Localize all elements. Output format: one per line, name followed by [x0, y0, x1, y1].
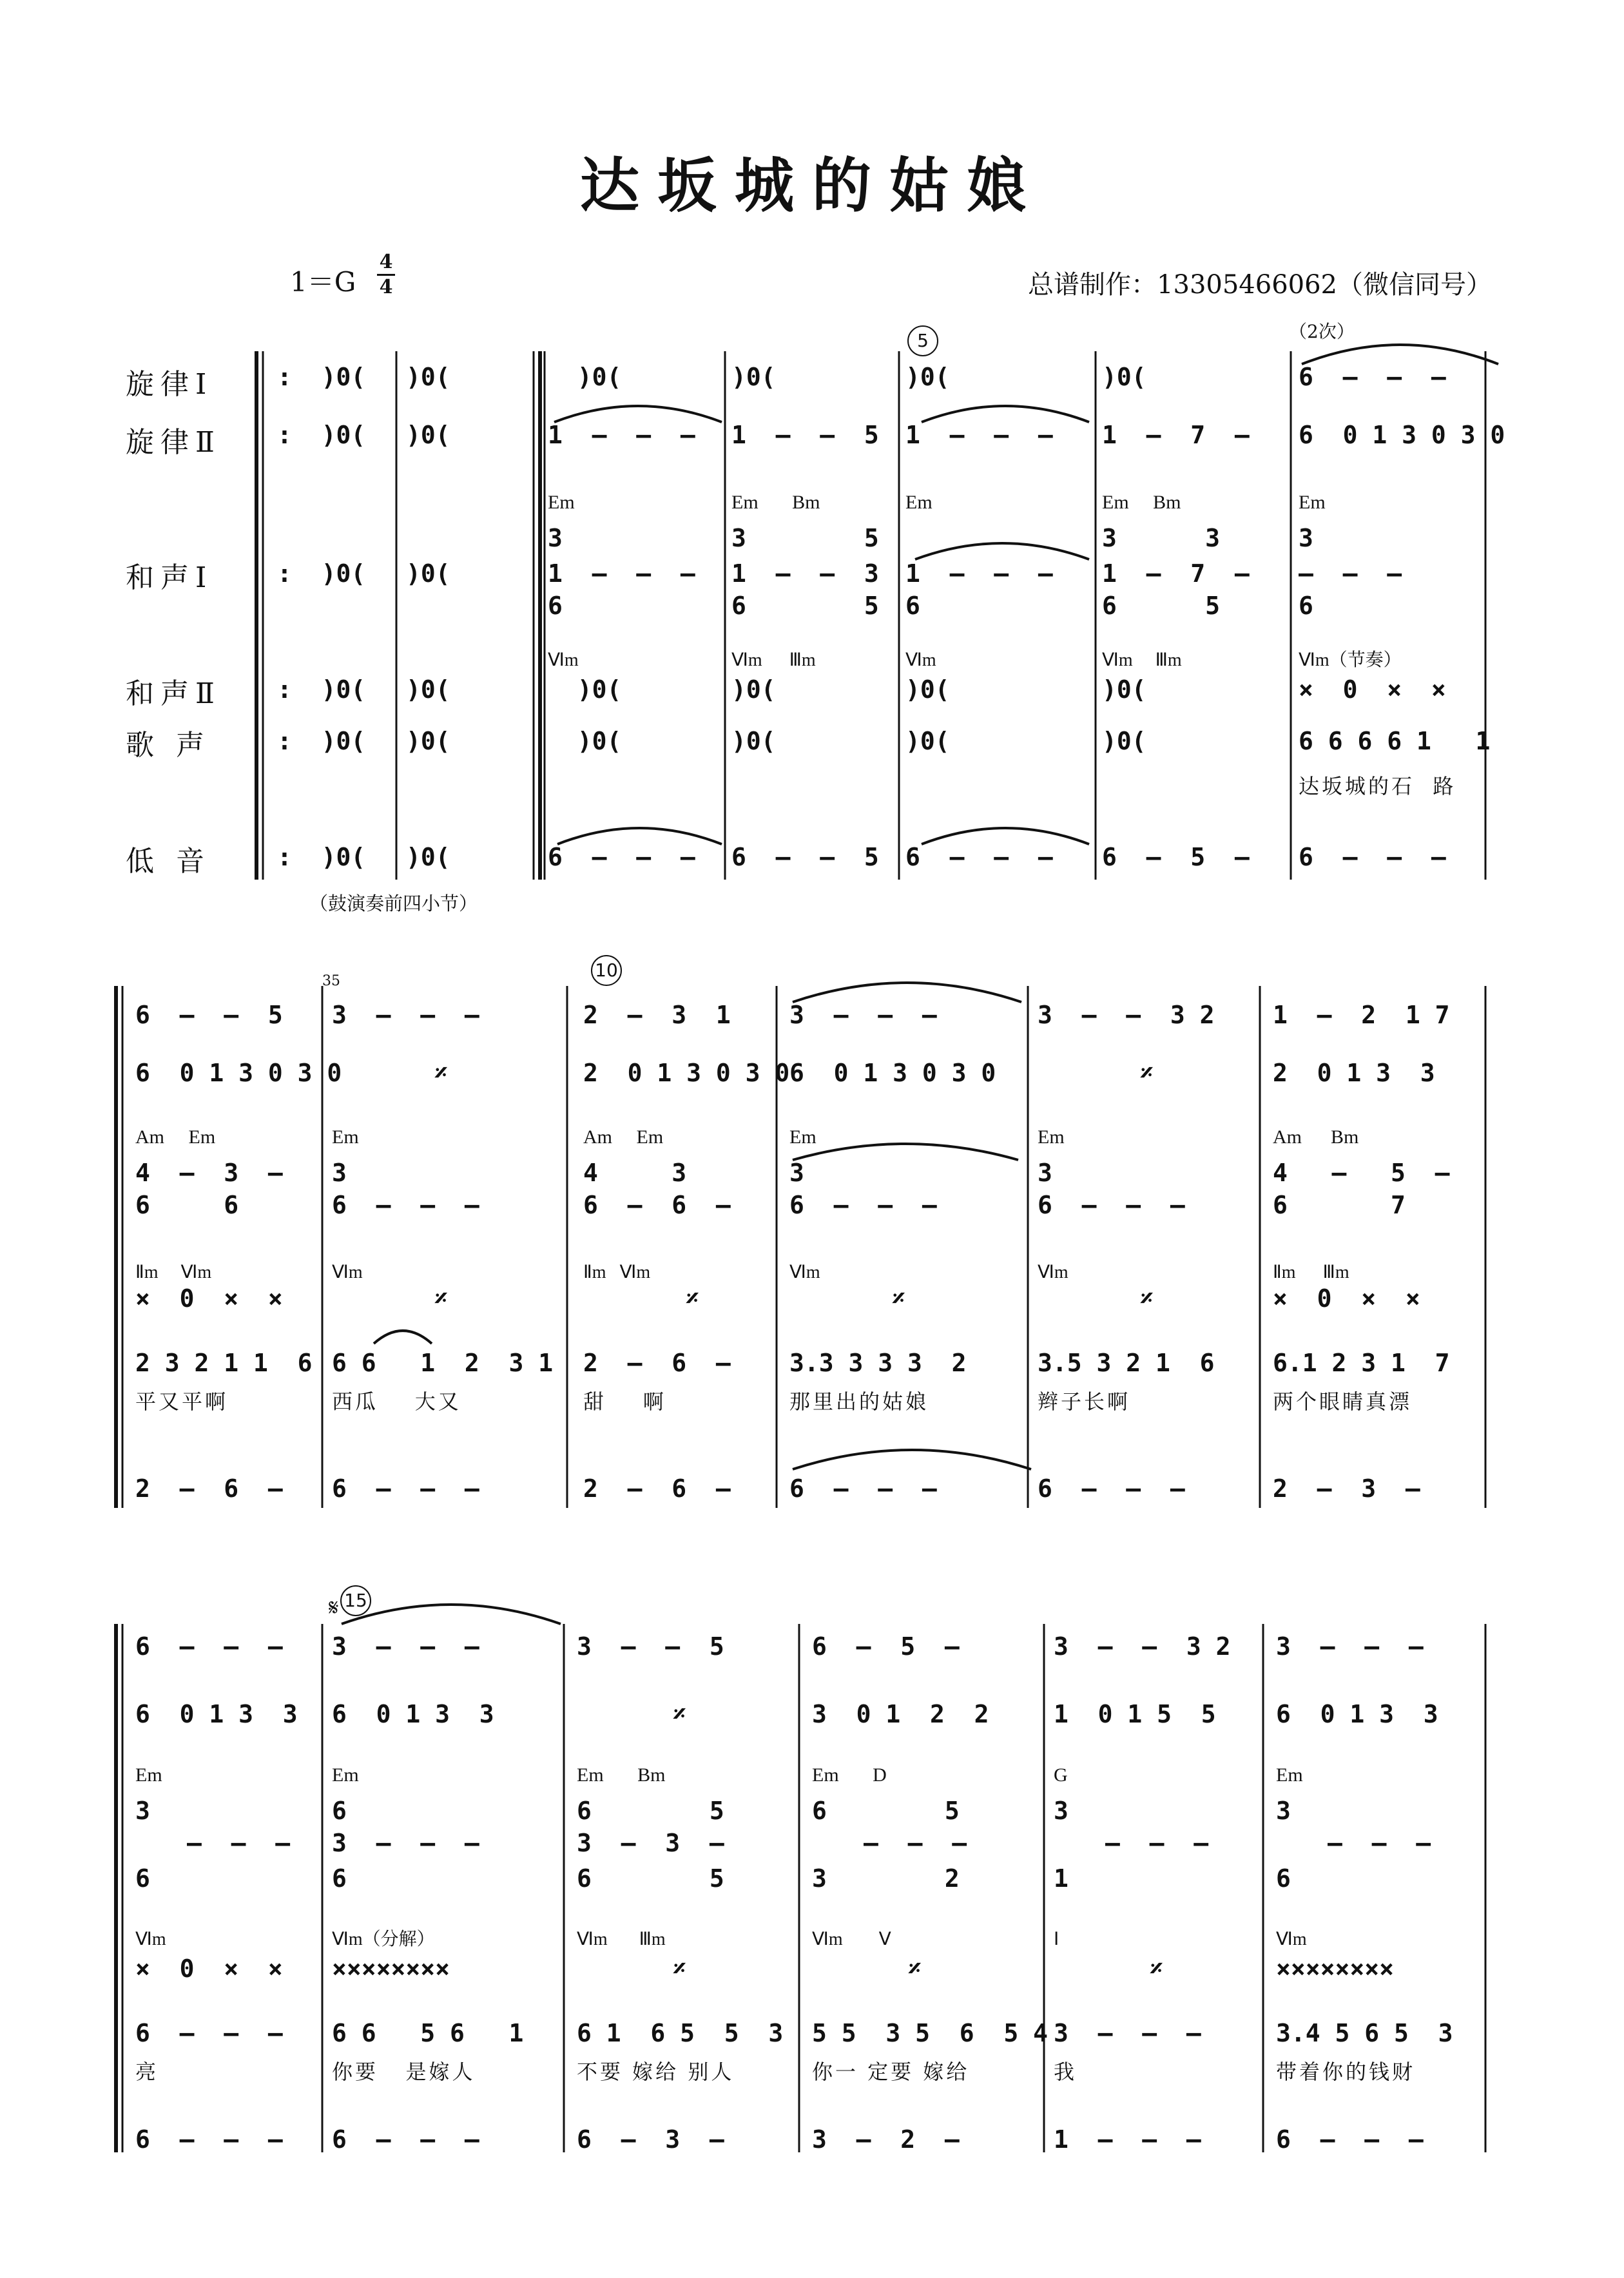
bass-measure: 6 – 5 –: [1102, 843, 1250, 871]
harmony-1-chord: Em: [135, 1764, 162, 1786]
voice-measure: )0(: [406, 727, 450, 755]
harmony-2-numeral: Ⅵm（分解）: [332, 1929, 435, 1949]
harmony-1-bottom-note: 1: [1054, 1864, 1068, 1893]
voice-measure: 6 6 5 6 1: [332, 2019, 524, 2047]
small-mark-35: 35: [322, 973, 340, 989]
melody-1-measure: )0(: [548, 363, 622, 391]
melody-1-measure: 6 – – –: [135, 1632, 283, 1661]
harmony-1-chord: Em: [1276, 1764, 1303, 1786]
part-label-melody-1: 旋律Ⅰ: [126, 368, 213, 401]
melody-2-measure: 6 0 1 3 3: [1276, 1700, 1438, 1728]
key-signature: 1＝G: [290, 266, 356, 298]
slur: [915, 543, 1089, 559]
melody-2-measure: 1 – 7 –: [1102, 421, 1250, 449]
melody-2-measure: 1 0 1 5 5: [1054, 1700, 1216, 1728]
melody-1-measure: 3 – – –: [332, 1632, 479, 1661]
bass-measure: 6 – – –: [1299, 843, 1446, 871]
time-signature-bottom: 4: [379, 276, 393, 298]
voice-measure: )0(: [1102, 727, 1146, 755]
melody-1-measure: 3 – – 5: [577, 1632, 724, 1661]
voice-lyric: 辫子长啊: [1038, 1389, 1131, 1414]
melody-2-measure: 2 0 1 3 0 3 0: [583, 1059, 790, 1087]
harmony-1-bottom-note: 6 5: [731, 592, 879, 620]
harmony-1-measure: – – –: [1299, 559, 1402, 588]
harmony-1-chord: Em Bm: [1102, 492, 1181, 513]
tie: [342, 1605, 561, 1624]
voice-measure: 3.5 3 2 1 6: [1038, 1349, 1215, 1377]
harmony-1-chord: Em: [1038, 1126, 1065, 1148]
bass-measure: 6 – – –: [332, 2125, 479, 2154]
melody-1-measure: )0(: [406, 363, 450, 391]
rehearsal-mark-5: 5: [907, 325, 938, 356]
harmony-2-measure: × 0 × ×: [1299, 675, 1446, 704]
harmony-1-top-note: 3: [1299, 524, 1313, 552]
voice-lyric: 我: [1054, 2060, 1078, 2084]
voice-lyric: 不要 嫁给 别人: [577, 2060, 735, 2084]
harmony-1-chord: Em: [1299, 492, 1326, 513]
harmony-1-chord: Em Bm: [731, 492, 820, 513]
bass-measure: )0(: [406, 843, 450, 871]
rehearsal-mark-10: 10: [591, 955, 622, 986]
harmony-1-measure: 1 – 7 –: [1102, 559, 1250, 588]
harmony-1-top-note: 4 – 5 –: [1273, 1159, 1450, 1187]
harmony-1-chord: Am Bm: [1273, 1126, 1359, 1148]
harmony-2-numeral: Ⅵm: [1038, 1262, 1068, 1282]
harmony-1-measure: )0(: [406, 559, 450, 588]
harmony-1-top-note: 3: [332, 1159, 347, 1187]
harmony-1-bottom-note: 6 5: [577, 1864, 724, 1893]
bass-measure: 6 – – 5: [731, 843, 879, 871]
melody-1-measure: 6 – – –: [1299, 363, 1446, 391]
bass-measure: 2 – 6 –: [583, 1474, 731, 1503]
harmony-1-top-note: 3: [135, 1797, 150, 1825]
tie: [793, 983, 1021, 1002]
voice-lyric: 亮: [135, 2060, 159, 2084]
part-label-harmony-1: 和声Ⅰ: [126, 561, 213, 594]
bass-measure: 6 – – –: [135, 2125, 283, 2154]
bass-measure: 6 – – –: [332, 1474, 479, 1503]
bass-measure: 6 – 3 –: [577, 2125, 724, 2154]
melody-1-measure: )0(: [731, 363, 776, 391]
harmony-1-top-note: 3: [548, 524, 563, 552]
slur: [922, 406, 1089, 422]
voice-measure: 2 3 2 1 1 6: [135, 1349, 313, 1377]
harmony-1-bottom-note: 6: [548, 592, 563, 620]
harmony-1-top-note: 4 3: [583, 1159, 687, 1187]
melody-2-measure: 6 0 1 3 0 3 0: [135, 1059, 342, 1087]
song-title: 达坂城的姑娘: [579, 151, 1044, 220]
harmony-1-bottom-note: 6: [135, 1864, 150, 1893]
harmony-1-measure: 3 – – –: [332, 1829, 479, 1857]
voice-lyric: 西瓜 大又: [332, 1389, 461, 1414]
melody-1-measure: 2 – 3 1: [583, 1001, 731, 1029]
harmony-1-chord: Em: [905, 492, 933, 513]
voice-measure: 6 1 6 5 5 3: [577, 2019, 784, 2047]
melody-1-measure: 3 – – –: [789, 1001, 937, 1029]
melody-1-measure: )0(: [1102, 363, 1146, 391]
time-signature-top: 4: [379, 251, 393, 273]
harmony-1-bottom-note: 6: [1276, 1864, 1291, 1893]
harmony-1-measure: – – –: [1328, 1829, 1431, 1857]
melody-1-measure: 6 – 5 –: [812, 1632, 960, 1661]
voice-lyric: 甜 啊: [583, 1389, 666, 1414]
harmony-1-bottom-note: 6 – 6 –: [583, 1191, 731, 1219]
voice-lyric: 达坂城的石 路: [1299, 774, 1456, 798]
bass-measure: 6 – – –: [1038, 1474, 1185, 1503]
bass-measure: 6 – – –: [1276, 2125, 1424, 2154]
harmony-2-measure: 𝄎: [673, 1955, 686, 1983]
harmony-1-measure: : )0(: [277, 559, 366, 588]
voice-lyric: 两个眼睛真漂: [1273, 1389, 1413, 1414]
melody-2-measure: 1 – – –: [548, 421, 695, 449]
harmony-2-numeral: Ⅵm Ⅲm: [577, 1929, 666, 1949]
melody-1-measure: 3 – – 3 2: [1038, 1001, 1215, 1029]
melody-2-measure: 6 0 1 3 3: [332, 1700, 494, 1728]
segno-sign: 𝄋: [329, 1595, 339, 1621]
harmony-2-measure: )0(: [905, 675, 950, 704]
harmony-2-numeral: Ⅵm Ⅲm: [1102, 650, 1182, 670]
melody-2-measure: 6 0 1 3 0 3 0: [1299, 421, 1505, 449]
harmony-1-bottom-note: 6: [1299, 592, 1313, 620]
harmony-2-measure: 𝄎: [893, 1284, 905, 1313]
harmony-2-numeral: Ⅵm Ⅲm: [731, 650, 816, 670]
harmony-1-top-note: 3: [1054, 1797, 1068, 1825]
bass-measure: 3 – 2 –: [812, 2125, 960, 2154]
slur: [554, 406, 722, 422]
harmony-2-measure: )0(: [731, 675, 776, 704]
harmony-2-measure: ××××××××: [332, 1955, 450, 1983]
melody-2-measure: 𝄎: [435, 1059, 447, 1087]
slur: [557, 828, 722, 844]
harmony-1-chord: Em: [332, 1764, 359, 1786]
voice-measure: )0(: [548, 727, 622, 755]
voice-lyric: 你要 是嫁人: [332, 2060, 476, 2084]
part-label-melody-2: 旋律Ⅱ: [126, 426, 221, 459]
melody-2-measure: 2 0 1 3 3: [1273, 1059, 1435, 1087]
melody-2-measure: 1 – – 5: [731, 421, 879, 449]
bass-measure: 1 – – –: [1054, 2125, 1201, 2154]
harmony-2-numeral: Ⅱm Ⅵm: [135, 1262, 212, 1282]
voice-measure: 6.1 2 3 1 7: [1273, 1349, 1450, 1377]
slur: [374, 1331, 432, 1344]
harmony-1-top-note: 6 5: [577, 1797, 724, 1825]
harmony-1-top-note: 6 5: [812, 1797, 960, 1825]
harmony-1-bottom-note: 3 2: [812, 1864, 960, 1893]
harmony-1-measure: – – –: [1105, 1829, 1209, 1857]
harmony-1-measure: 3 – 3 –: [577, 1829, 724, 1857]
repeat-count-mark: （2次）: [1289, 321, 1355, 342]
harmony-1-bottom-note: 6 6: [135, 1191, 239, 1219]
harmony-2-numeral: Ⅱm Ⅲm: [1273, 1262, 1349, 1282]
voice-measure: 3.3 3 3 3 2: [789, 1349, 967, 1377]
harmony-2-measure: 𝄎: [686, 1284, 699, 1313]
bass-measure: 2 – 6 –: [135, 1474, 283, 1503]
harmony-2-measure: × 0 × ×: [1273, 1284, 1420, 1313]
harmony-1-bottom-note: 6 5: [1102, 592, 1221, 620]
harmony-1-measure: 1 – – –: [905, 559, 1053, 588]
harmony-2-numeral: Ⅵm Ⅴ: [812, 1929, 891, 1949]
bass-measure: 6 – – –: [548, 843, 695, 871]
harmony-2-measure: 𝄎: [435, 1284, 447, 1313]
part-label-voice: 歌 声: [126, 729, 211, 762]
melody-1-measure: 3 – – –: [1276, 1632, 1424, 1661]
voice-measure: : )0(: [277, 727, 366, 755]
bass-measure: 6 – – –: [789, 1474, 937, 1503]
melody-2-measure: 𝄎: [673, 1700, 686, 1728]
harmony-1-measure: – – –: [187, 1829, 291, 1857]
intro-note: （鼓演奏前四小节）: [309, 893, 478, 914]
bass-measure: 2 – 3 –: [1273, 1474, 1420, 1503]
harmony-1-chord: G: [1054, 1764, 1068, 1786]
harmony-2-numeral: Ⅵm: [905, 650, 936, 670]
melody-2-measure: 3 0 1 2 2: [812, 1700, 989, 1728]
harmony-1-measure: 1 – – 3: [731, 559, 879, 588]
harmony-2-numeral: Ⅱm Ⅵm: [583, 1262, 651, 1282]
harmony-1-bottom-note: 6 – – –: [789, 1191, 937, 1219]
voice-measure: 6 – – –: [135, 2019, 283, 2047]
voice-measure: 2 – 6 –: [583, 1349, 731, 1377]
harmony-2-measure: × 0 × ×: [135, 1955, 283, 1983]
arranger-credit: 总谱制作：13305466062（微信同号）: [1028, 270, 1492, 300]
harmony-2-numeral: Ⅵm: [135, 1929, 166, 1949]
melody-2-measure: )0(: [406, 421, 450, 449]
harmony-2-numeral: Ⅵm: [1276, 1929, 1307, 1949]
melody-2-measure: 1 – – –: [905, 421, 1053, 449]
harmony-1-chord: Em: [548, 492, 575, 513]
voice-measure: )0(: [905, 727, 950, 755]
melody-1-measure: 3 – – 3 2: [1054, 1632, 1231, 1661]
harmony-2-measure: )0(: [406, 675, 450, 704]
melody-1-measure: 6 – – 5: [135, 1001, 283, 1029]
part-label-bass: 低 音: [126, 845, 211, 878]
rehearsal-mark-15: 15: [340, 1585, 371, 1616]
tie: [793, 1450, 1031, 1469]
harmony-2-numeral: Ⅵm（节奏）: [1299, 650, 1402, 670]
voice-measure: 5 5 3 5 6 5 4: [812, 2019, 1049, 2047]
harmony-1-chord: Em D: [812, 1764, 887, 1786]
harmony-1-bottom-note: 6: [332, 1864, 347, 1893]
harmony-1-top-note: 6: [332, 1797, 347, 1825]
harmony-1-top-note: 3: [1276, 1797, 1291, 1825]
harmony-1-bottom-note: 6 7: [1273, 1191, 1406, 1219]
melody-1-measure: )0(: [905, 363, 950, 391]
melody-2-measure: 6 0 1 3 0 3 0: [789, 1059, 996, 1087]
melody-2-measure: 6 0 1 3 3: [135, 1700, 298, 1728]
harmony-2-numeral: Ⅵm: [332, 1262, 363, 1282]
melody-1-measure: : )0(: [277, 363, 366, 391]
bass-measure: : )0(: [277, 843, 366, 871]
melody-2-measure: 𝄎: [1141, 1059, 1153, 1087]
harmony-2-measure: ××××××××: [1276, 1955, 1395, 1983]
harmony-2-measure: × 0 × ×: [135, 1284, 283, 1313]
melody-1-measure: 1 – 2 1 7: [1273, 1001, 1450, 1029]
harmony-1-top-note: 3: [789, 1159, 804, 1187]
voice-measure: 6 6 1 2 3 1: [332, 1349, 554, 1377]
harmony-1-bottom-note: 6: [905, 592, 920, 620]
harmony-1-measure: 1 – – –: [548, 559, 695, 588]
melody-1-measure: 3 – – –: [332, 1001, 479, 1029]
voice-measure: 3 – – –: [1054, 2019, 1201, 2047]
harmony-1-chord: Am Em: [135, 1126, 216, 1148]
harmony-2-numeral: Ⅵm: [548, 650, 579, 670]
part-label-harmony-2: 和声Ⅱ: [126, 677, 221, 710]
harmony-2-measure: )0(: [1102, 675, 1146, 704]
harmony-1-chord: Em: [332, 1126, 359, 1148]
harmony-1-bottom-note: 6 – – –: [1038, 1191, 1185, 1219]
voice-lyric: 你一 定要 嫁给: [812, 2060, 970, 2084]
harmony-2-measure: 𝄎: [909, 1955, 921, 1983]
voice-measure: )0(: [731, 727, 776, 755]
harmony-1-top-note: 3 5: [731, 524, 879, 552]
melody-2-measure: : )0(: [277, 421, 366, 449]
harmony-1-measure: – – –: [864, 1829, 967, 1857]
voice-lyric: 平又平啊: [135, 1389, 229, 1414]
tie: [793, 1144, 1018, 1160]
harmony-1-top-note: 3: [1038, 1159, 1052, 1187]
voice-lyric: 带着你的钱财: [1276, 2060, 1416, 2084]
harmony-2-numeral: Ⅵm: [789, 1262, 820, 1282]
harmony-2-measure: )0(: [548, 675, 622, 704]
voice-measure: 3.4 5 6 5 3: [1276, 2019, 1453, 2047]
voice-lyric: 那里出的姑娘: [789, 1389, 929, 1414]
voice-measure: 6 6 6 6 1 1: [1299, 727, 1491, 755]
harmony-1-chord: Am Em: [583, 1126, 664, 1148]
harmony-1-chord: Em: [789, 1126, 817, 1148]
harmony-2-numeral: Ⅰ: [1054, 1929, 1059, 1949]
harmony-2-measure: 𝄎: [1150, 1955, 1163, 1983]
harmony-1-top-note: 3 3: [1102, 524, 1221, 552]
slur: [922, 828, 1089, 844]
tie: [1302, 345, 1498, 364]
harmony-2-measure: 𝄎: [1141, 1284, 1153, 1313]
harmony-1-bottom-note: 6 – – –: [332, 1191, 479, 1219]
harmony-2-measure: : )0(: [277, 675, 366, 704]
harmony-1-chord: Em Bm: [577, 1764, 666, 1786]
bass-measure: 6 – – –: [905, 843, 1053, 871]
harmony-1-top-note: 4 – 3 –: [135, 1159, 283, 1187]
